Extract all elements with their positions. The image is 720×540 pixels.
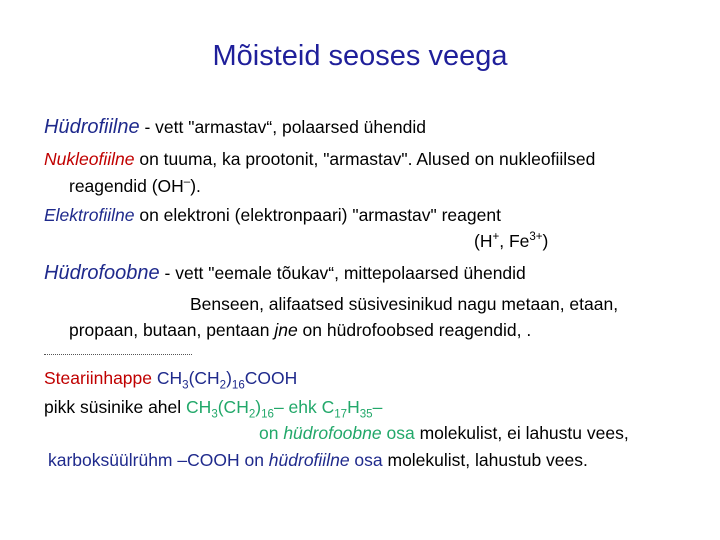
hydrophobic-example-1: Benseen, alifaatsed süsivesinikud nagu metaan, etaan,: [190, 294, 619, 314]
example-2b: on hüdrofoobsed reagendid, .: [297, 320, 532, 340]
c-sub-2: 2: [248, 408, 256, 421]
f-sub-2: 2: [219, 379, 227, 392]
hp-on: on: [259, 423, 284, 443]
c-c: ): [255, 397, 262, 417]
nucleophilic-line-1: [44, 149, 595, 170]
hp-word: hüdrofoobne: [283, 423, 382, 443]
hydrophilic-term: Hüdrofiilne: [44, 116, 140, 138]
nucleophilic-text: on tuuma, ka prootonit, "armastav". Alused on nukleofiilsed: [134, 149, 596, 169]
hydrophobic-line: [44, 262, 526, 285]
f-sub-1: 3: [182, 379, 189, 392]
ex-sup-2: 3+: [529, 231, 543, 244]
c-d: – ehk C: [273, 397, 335, 417]
f-d: COOH: [244, 368, 298, 388]
nucleophilic-text-2: reagendid (OH: [69, 176, 184, 196]
c-sub-1: 3: [211, 408, 218, 421]
electrophilic-line-1: [44, 205, 501, 226]
c-f: –: [372, 397, 383, 417]
hf-word: hüdrofiilne: [268, 450, 350, 470]
hydrophobic-part-line: [259, 423, 629, 444]
f-c: ): [226, 368, 232, 388]
chain-text: pikk süsinike ahel: [44, 397, 187, 417]
stearic-chain-line: [44, 397, 383, 421]
ex-b: , Fe: [499, 231, 530, 251]
hf-rest: molekulist, lahustub vees.: [382, 450, 588, 470]
hydrophilic-definition: - vett "armastav“, polaarsed ühendid: [139, 117, 426, 137]
slide-title: Mõisteid seoses veega: [212, 40, 508, 72]
hydrophobic-example-2: [69, 320, 531, 341]
ex-sup-1: +: [492, 231, 500, 244]
hf-osa: osa: [349, 450, 383, 470]
f-sub-3: 16: [231, 379, 245, 392]
c-sub-4: 17: [334, 408, 348, 421]
example-jne: jne: [274, 320, 298, 340]
ex-c: ): [542, 231, 549, 251]
c-sub-5: 35: [359, 408, 373, 421]
nucleophilic-term: Nukleofiilne: [44, 149, 135, 169]
c-sub-3: 16: [261, 408, 274, 421]
hydrophobic-term: Hüdrofoobne: [44, 262, 160, 284]
nucleophilic-text-3: ).: [190, 176, 201, 196]
stearic-formula-line: [44, 368, 298, 392]
hydrophilic-line: [44, 116, 426, 139]
hp-osa: osa: [381, 423, 415, 443]
c-e: H: [347, 397, 360, 417]
c-b: (CH: [217, 397, 249, 417]
example-2a: propaan, butaan, pentaan: [69, 320, 275, 340]
hydrophilic-part-line: [48, 450, 588, 471]
dotted-divider: [44, 354, 192, 355]
f-a: CH: [152, 368, 183, 388]
hydrophobic-definition: - vett "eemale tõukav“, mittepolaarsed ühendid: [159, 263, 526, 283]
hydroxide-charge: –: [183, 176, 191, 189]
f-b: (CH: [188, 368, 220, 388]
hp-rest: molekulist, ei lahustu vees,: [414, 423, 629, 443]
electrophilic-term: Elektrofiilne: [44, 205, 135, 225]
electrophilic-text: on elektroni (elektronpaari) "armastav" reagent: [134, 205, 501, 225]
stearic-name: Steariinhappe: [44, 368, 152, 388]
electrophilic-examples: [474, 231, 548, 252]
carboxyl-text: karboksüülrühm –COOH on: [48, 450, 269, 470]
nucleophilic-line-2: [69, 176, 201, 197]
c-a: CH: [186, 397, 212, 417]
ex-a: (H: [474, 231, 493, 251]
